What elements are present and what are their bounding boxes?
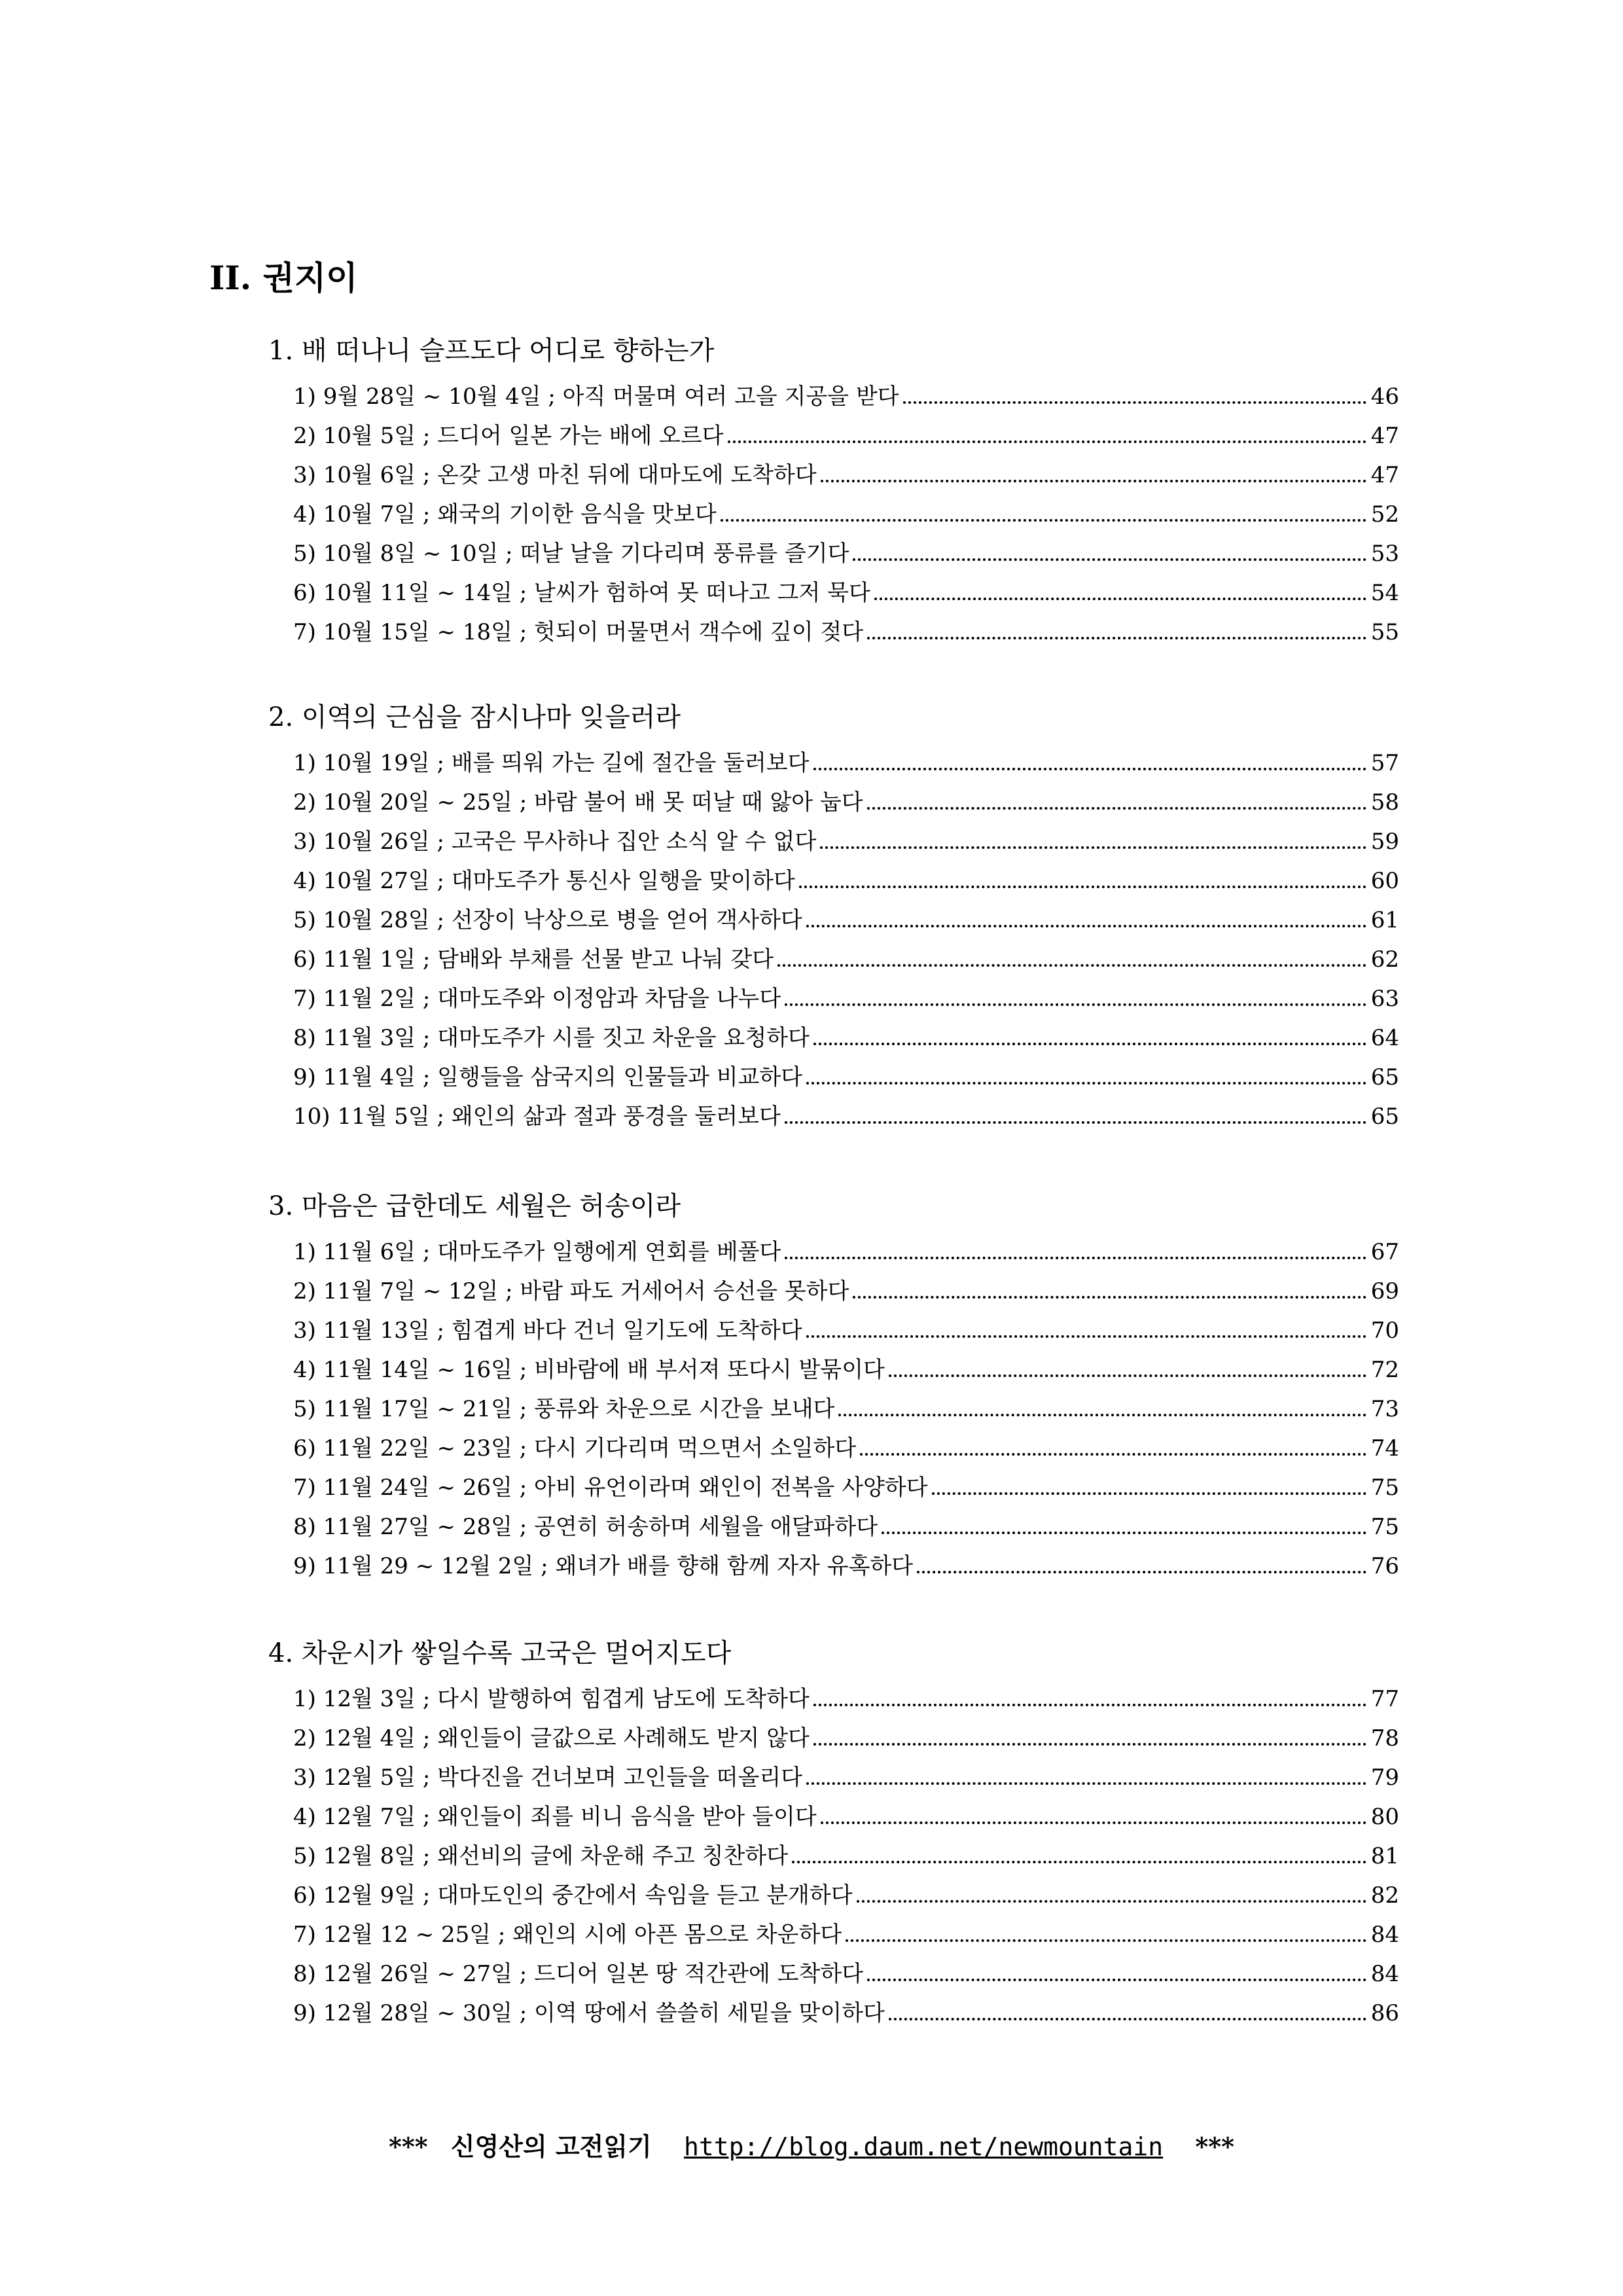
entry-list [293,1232,1399,1586]
toc-entry-page-number: 61 [1370,907,1399,933]
toc-entry-page-number: 84 [1370,1922,1399,1948]
toc-entry [293,783,1399,822]
dot-leader [917,1551,1366,1573]
toc-entry [293,1429,1399,1468]
dot-leader [932,1473,1366,1495]
toc-entry-title: 2) 10월 20일 ~ 25일 ; 바람 불어 배 못 떠날 때 앓아 눕다 [293,789,863,816]
page-footer [0,2127,1623,2166]
toc-entry-title: 4) 10월 27일 ; 대마도주가 통신사 일행을 맞이하다 [293,868,795,894]
toc-entry [293,1058,1399,1097]
toc-entry-title: 7) 11월 2일 ; 대마도주와 이정암과 차담을 나누다 [293,986,781,1012]
toc-entry [293,1097,1399,1136]
dot-leader [903,382,1366,404]
toc-entry [293,1719,1399,1758]
toc-entry-title: 3) 12월 5일 ; 박다진을 건너보며 고인들을 떠올리다 [293,1765,803,1791]
toc-entry [293,901,1399,940]
toc-entry [293,861,1399,901]
dot-leader [853,1276,1366,1299]
toc-entry [293,416,1399,456]
section-title: 1. 배 떠나니 슬프도다 어디로 향하는가 [268,336,715,366]
dot-leader [820,827,1366,849]
toc-entry-title: 9) 11월 29 ~ 12월 2일 ; 왜녀가 배를 향해 함께 자자 유혹하다 [293,1553,914,1579]
footer-link[interactable]: http://blog.daum.net/newmountain [684,2132,1164,2161]
dot-leader [813,1023,1366,1045]
entry-list [293,1679,1399,2033]
toc-entry [293,1507,1399,1547]
toc-entry-page-number: 63 [1370,986,1399,1012]
section-title: 4. 차운시가 쌓일수록 고국은 멀어지도다 [268,1638,732,1668]
toc-entry-title: 7) 11월 24일 ~ 26일 ; 아비 유언이라며 왜인이 전복을 사양하다 [293,1475,928,1501]
toc-entry-page-number: 79 [1370,1765,1399,1791]
toc-entry-page-number: 86 [1370,2000,1399,2026]
toc-entry [293,1018,1399,1058]
toc-entry [293,822,1399,861]
toc-entry-title: 3) 10월 26일 ; 고국은 무사하나 집안 소식 알 수 없다 [293,829,817,855]
toc-entry-page-number: 77 [1370,1686,1399,1712]
dot-leader [777,944,1366,967]
dot-leader [792,1841,1366,1863]
toc-entry-page-number: 70 [1370,1318,1399,1344]
toc-entry [293,1954,1399,1994]
dot-leader [874,578,1366,600]
dot-leader [785,1237,1366,1259]
toc-entry-page-number: 80 [1370,1804,1399,1830]
toc-entry [293,377,1399,416]
toc-entry-page-number: 55 [1370,619,1399,645]
dot-leader [853,539,1366,561]
toc-entry [293,1311,1399,1350]
toc-entry-page-number: 47 [1370,462,1399,488]
toc-entry-page-number: 58 [1370,789,1399,816]
toc-entry-title: 4) 12월 7일 ; 왜인들이 죄를 비니 음식을 받아 들이다 [293,1804,817,1830]
dot-leader [813,748,1367,770]
toc-entry-page-number: 54 [1370,580,1399,606]
toc-entry-title: 1) 11월 6일 ; 대마도주가 일행에게 연회를 베풀다 [293,1239,781,1265]
dot-leader [846,1920,1366,1942]
toc-entry-title: 10) 11월 5일 ; 왜인의 삶과 절과 풍경을 둘러보다 [293,1103,781,1130]
section-title: 2. 이역의 근심을 잠시나마 잊을러라 [268,702,681,732]
toc-entry-title: 4) 11월 14일 ~ 16일 ; 비바람에 배 부서져 또다시 발묶이다 [293,1357,885,1383]
toc-entry-title: 5) 11월 17일 ~ 21일 ; 풍류와 차운으로 시간을 보내다 [293,1396,835,1422]
toc-entry [293,613,1399,652]
toc-entry [293,534,1399,573]
toc-entry-page-number: 75 [1370,1475,1399,1501]
entry-list [293,744,1399,1136]
toc-entry-title: 3) 11월 13일 ; 힘겹게 바다 건너 일기도에 도착하다 [293,1318,802,1344]
toc-entry [293,979,1399,1018]
toc-entry-page-number: 46 [1370,384,1399,410]
toc-entry-page-number: 81 [1370,1843,1399,1869]
toc-entry [293,1758,1399,1797]
toc-entry [293,1547,1399,1586]
toc-entry-page-number: 62 [1370,946,1399,973]
toc-entry [293,1350,1399,1390]
toc-entry-title: 2) 10월 5일 ; 드디어 일본 가는 배에 오르다 [293,423,724,449]
toc-entry [293,456,1399,495]
toc-entry-page-number: 74 [1370,1435,1399,1462]
toc-entry-page-number: 73 [1370,1396,1399,1422]
toc-entry [293,1679,1399,1719]
part-title: II. 권지이 [209,259,358,297]
dot-leader [838,1394,1366,1416]
dot-leader [813,1723,1366,1746]
dot-leader [867,1959,1366,1981]
toc-entry [293,573,1399,613]
toc-entry [293,1468,1399,1507]
toc-entry-page-number: 84 [1370,1961,1399,1987]
toc-entry [293,940,1399,979]
toc-entry-title: 7) 10월 15일 ~ 18일 ; 헛되이 머물면서 객수에 깊이 젖다 [293,619,864,645]
toc-entry-title: 8) 12월 26일 ~ 27일 ; 드디어 일본 땅 적간관에 도착하다 [293,1961,864,1987]
toc-entry [293,1994,1399,2033]
toc-entry-title: 6) 12월 9일 ; 대마도인의 중간에서 속임을 듣고 분개하다 [293,1882,853,1909]
toc-entry-title: 5) 12월 8일 ; 왜선비의 글에 차운해 주고 칭찬하다 [293,1843,789,1869]
dot-leader [882,1512,1366,1534]
toc-entry-title: 6) 11월 22일 ~ 23일 ; 다시 기다리며 먹으면서 소일하다 [293,1435,857,1462]
toc-entry-title: 2) 12월 4일 ; 왜인들이 글값으로 사례해도 받지 않다 [293,1725,810,1751]
dot-leader [821,1802,1366,1824]
toc-entry-title: 7) 12월 12 ~ 25일 ; 왜인의 시에 아픈 몸으로 차운하다 [293,1922,842,1948]
dot-leader [785,1102,1366,1124]
toc-entry-title: 6) 11월 1일 ; 담배와 부채를 선물 받고 나눠 갖다 [293,946,774,973]
toc-entry [293,495,1399,534]
toc-entry [293,1272,1399,1311]
toc-entry-page-number: 76 [1370,1553,1399,1579]
dot-leader [728,421,1366,443]
toc-entry-page-number: 78 [1370,1725,1399,1751]
toc-entry-title: 4) 10월 7일 ; 왜국의 기이한 음식을 맛보다 [293,501,717,528]
toc-entry-title: 5) 10월 8일 ~ 10일 ; 떠날 날을 기다리며 풍류를 즐기다 [293,541,849,567]
toc-entry-page-number: 64 [1370,1025,1399,1051]
toc-entry-title: 8) 11월 27일 ~ 28일 ; 공연히 허송하며 세월을 애달파하다 [293,1514,878,1540]
toc-entry-title: 9) 11월 4일 ; 일행들을 삼국지의 인물들과 비교하다 [293,1064,803,1090]
dot-leader [806,1763,1366,1785]
dot-leader [813,1684,1366,1706]
toc-entry [293,744,1399,783]
toc-entry-page-number: 53 [1370,541,1399,567]
dot-leader [821,460,1366,482]
dot-leader [867,617,1366,639]
toc-entry-page-number: 82 [1370,1882,1399,1909]
toc-entry [293,1876,1399,1915]
dot-leader [860,1433,1366,1456]
toc-entry [293,1837,1399,1876]
toc-entry-page-number: 65 [1370,1103,1399,1130]
dot-leader [799,866,1366,888]
dot-leader [889,1998,1366,2020]
toc-entry-title: 1) 10월 19일 ; 배를 띄워 가는 길에 절간을 둘러보다 [293,750,810,776]
toc-entry [293,1797,1399,1837]
dot-leader [857,1880,1366,1903]
toc-entry-title: 1) 9월 28일 ~ 10월 4일 ; 아직 머물며 여러 고을 지공을 받다 [293,384,899,410]
toc-entry-page-number: 47 [1370,423,1399,449]
toc-entry-page-number: 65 [1370,1064,1399,1090]
toc-entry [293,1390,1399,1429]
toc-entry-title: 1) 12월 3일 ; 다시 발행하여 힘겹게 남도에 도착하다 [293,1686,810,1712]
toc-entry [293,1232,1399,1272]
toc-entry-page-number: 69 [1370,1278,1399,1304]
toc-entry-page-number: 60 [1370,868,1399,894]
dot-leader [806,1062,1366,1085]
toc-entry-page-number: 67 [1370,1239,1399,1265]
dot-leader [785,984,1366,1006]
dot-leader [721,499,1366,522]
toc-entry-title: 8) 11월 3일 ; 대마도주가 시를 짓고 차운을 요청하다 [293,1025,810,1051]
toc-entry-title: 5) 10월 28일 ; 선장이 낙상으로 병을 얻어 객사하다 [293,907,802,933]
footer-stars-left: *** [389,2132,428,2161]
toc-entry [293,1915,1399,1954]
section-title: 3. 마음은 급한데도 세월은 허송이라 [268,1191,681,1221]
entry-list [293,377,1399,652]
footer-stars-right: *** [1195,2132,1234,2161]
toc-entry-title: 6) 10월 11일 ~ 14일 ; 날씨가 험하여 못 떠나고 그저 묵다 [293,580,870,606]
toc-entry-title: 2) 11월 7일 ~ 12일 ; 바람 파도 거세어서 승선을 못하다 [293,1278,849,1304]
toc-entry-page-number: 59 [1370,829,1399,855]
toc-entry-page-number: 57 [1370,750,1399,776]
toc-entry-title: 9) 12월 28일 ~ 30일 ; 이역 땅에서 쓸쓸히 세밑을 맞이하다 [293,2000,885,2026]
toc-entry-title: 3) 10월 6일 ; 온갖 고생 마친 뒤에 대마도에 도착하다 [293,462,817,488]
dot-leader [806,1316,1366,1338]
dot-leader [889,1355,1366,1377]
dot-leader [867,787,1366,810]
toc-entry-page-number: 75 [1370,1514,1399,1540]
toc-entry-page-number: 52 [1370,501,1399,528]
toc-entry-page-number: 72 [1370,1357,1399,1383]
footer-label: 신영산의 고전읽기 [450,2132,652,2161]
dot-leader [806,905,1366,927]
